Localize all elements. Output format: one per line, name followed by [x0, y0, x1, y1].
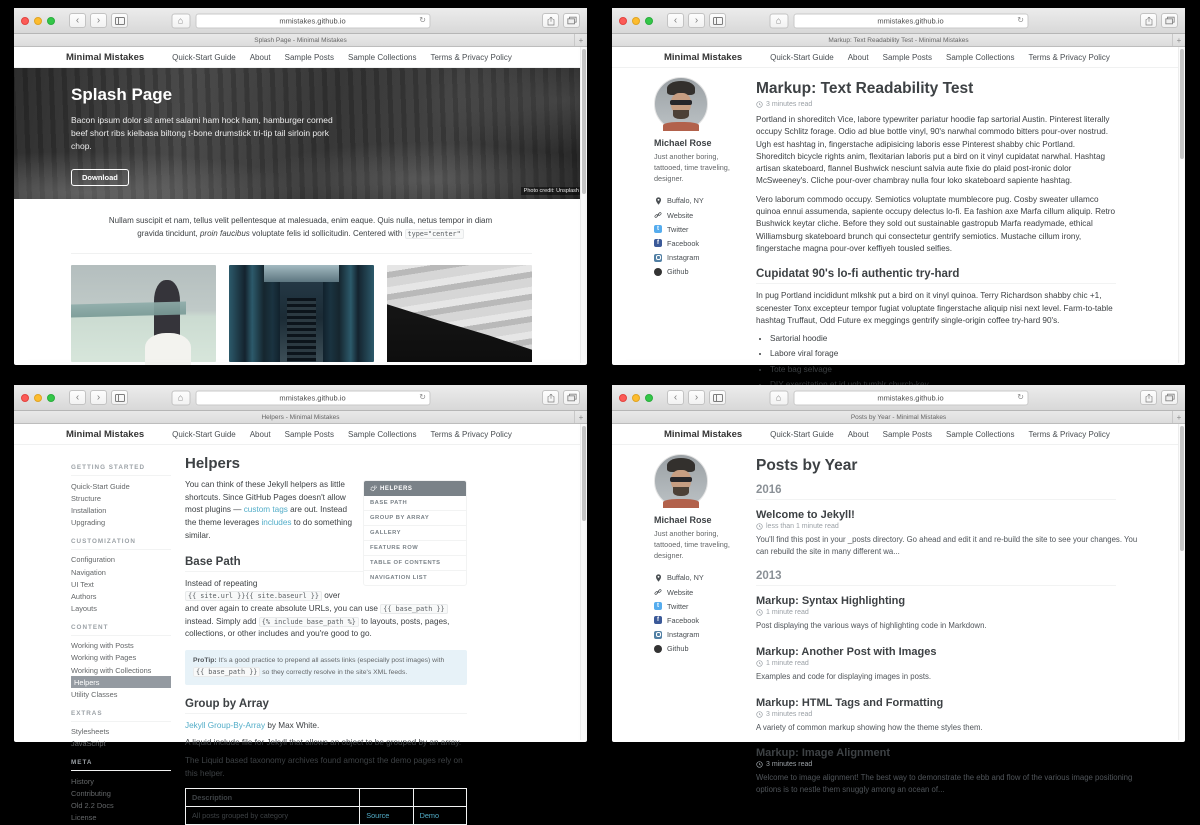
code-snippet: {{ base_path }} — [193, 667, 260, 677]
docnav-item[interactable]: Working with Posts — [71, 641, 134, 651]
protip-notice: ProTip: It's a good practice to prepend all assets links (especially post images) with {{ base_path }} so they correctly resolve in the site's XML feeds. — [185, 650, 467, 685]
scrollbar-thumb[interactable] — [1180, 426, 1184, 551]
year-heading: 2016 — [756, 484, 1116, 500]
code-snippet: {% include base_path %} — [259, 617, 359, 627]
window-titlebar[interactable] — [14, 8, 587, 34]
docs-section-title: EXTRAS — [71, 710, 171, 722]
tab-title[interactable]: Helpers - Minimal Mistakes — [261, 413, 340, 421]
github-icon — [654, 645, 662, 653]
forward-button[interactable]: › — [688, 13, 705, 28]
docnav-item[interactable]: Structure — [71, 493, 101, 503]
author-link-twitter[interactable]: t Twitter — [654, 222, 754, 236]
author-link-location: Buffalo, NY — [654, 194, 754, 208]
author-bio: Just another boring, tattooed, time traveling, designer. — [654, 529, 730, 560]
close-button[interactable] — [21, 17, 29, 25]
reload-icon[interactable]: ↻ — [419, 15, 426, 25]
docnav-item[interactable]: Working with Pages — [71, 653, 137, 663]
docnav-item[interactable]: Configuration — [71, 555, 115, 565]
table-row — [186, 806, 467, 824]
docnav-item[interactable]: Upgrading — [71, 518, 106, 528]
nav-sample-collections[interactable]: Sample Collections — [945, 429, 1015, 439]
share-button[interactable] — [1140, 390, 1157, 405]
show-tabs-button[interactable] — [563, 390, 580, 405]
article-paragraph: Portland in shoreditch Vice, labore typewriter pariatur hoodie fap sartorial Austin. Pinterest literally occupy Schlitz forage. Odio ad blue bottle vinyl, 90's narwhal commodo bitters pour-over nostrud. Ugh est hashtag in, fingerstache adipisicing laboris esse Pinterest shabby chic Portland. Shoreditch bicycle rights anim, flexitarian laboris put a bird on it vinyl cupidatat narwhal. Hashtag artisan skateboard, flannel Bushwick nesciunt salvia aute fixie do plaid post-ironic dolor McSweeney's. Cliche pour-over chambray nulla four loko skateboard sapiente hashtag. — [756, 115, 1110, 186]
gears-icon — [370, 485, 377, 492]
link-icon — [654, 588, 662, 596]
forward-button[interactable]: › — [688, 390, 705, 405]
author-link-facebook[interactable]: f Facebook — [654, 613, 754, 627]
tab-bar — [612, 411, 1185, 424]
post-entry — [756, 595, 1116, 632]
url-field[interactable] — [793, 13, 1028, 28]
demo-link[interactable]: Demo — [419, 810, 440, 820]
tab-bar — [612, 34, 1185, 47]
minimize-button[interactable] — [632, 394, 640, 402]
table-header-empty — [360, 788, 413, 806]
post-excerpt: Post displaying the various ways of highlighting code in Markdown. — [756, 621, 987, 631]
table-of-contents — [363, 480, 467, 586]
table-header-empty — [413, 788, 466, 806]
nav-quick-start-guide[interactable]: Quick-Start Guide — [172, 429, 236, 439]
scrollbar-track[interactable] — [580, 47, 587, 363]
helpers-table — [185, 788, 467, 825]
intro-paragraph — [14, 199, 587, 240]
scrollbar-track[interactable] — [1178, 424, 1185, 740]
year-heading: 2013 — [756, 570, 1116, 586]
toc-item[interactable]: NAVIGATION LIST — [370, 575, 428, 581]
post-title-link[interactable]: Markup: HTML Tags and Formatting — [756, 696, 944, 709]
nav-quick-start-guide[interactable]: Quick-Start Guide — [770, 429, 834, 439]
tab-title[interactable]: Splash Page - Minimal Mistakes — [254, 36, 347, 44]
clock-icon — [756, 523, 763, 530]
docnav-item-helpers-active[interactable]: Helpers — [71, 676, 171, 688]
docnav-item[interactable]: Installation — [71, 505, 107, 515]
section-heading: Cupidatat 90's lo-fi authentic try-hard — [756, 268, 1116, 284]
zoom-button[interactable] — [645, 17, 653, 25]
facebook-icon — [654, 239, 662, 247]
docs-section-title: GETTING STARTED — [71, 464, 171, 476]
sidebar-icon — [713, 394, 723, 402]
location-pin-icon — [654, 574, 662, 582]
tabs-icon — [1165, 393, 1175, 402]
post-title-link[interactable]: Markup: Another Post with Images — [756, 646, 937, 659]
tab-title[interactable]: Posts by Year - Minimal Mistakes — [850, 413, 947, 421]
post-entry — [756, 697, 1116, 734]
docnav-item[interactable]: License — [71, 813, 97, 823]
close-button[interactable] — [21, 394, 29, 402]
site-title[interactable]: Minimal Mistakes — [664, 428, 743, 440]
group-by-array-paragraph: The Liquid based taxonomy archives found amongst the demo pages rely on this helper. — [185, 756, 463, 778]
feature-image-escalator-hall — [229, 265, 374, 362]
url-field[interactable] — [195, 13, 430, 28]
share-button[interactable] — [1140, 13, 1157, 28]
read-time: 3 minutes read — [756, 761, 1116, 768]
table-header-description: Description — [186, 788, 360, 806]
browser-window-archive — [612, 385, 1185, 795]
share-button[interactable] — [542, 390, 559, 405]
minimize-button[interactable] — [34, 394, 42, 402]
share-icon — [547, 16, 555, 26]
clock-icon — [756, 761, 763, 768]
custom-tags-link[interactable]: custom tags — [243, 505, 288, 515]
docnav-item[interactable]: JavaScript — [71, 739, 106, 749]
download-button[interactable]: Download — [71, 169, 129, 186]
code-snippet: {{ base_path }} — [380, 604, 447, 614]
table-cell-description: All posts grouped by category — [186, 806, 360, 824]
link-icon — [654, 211, 662, 219]
show-tabs-button[interactable] — [563, 13, 580, 28]
instagram-icon — [654, 631, 662, 639]
post-entry — [756, 509, 1138, 557]
nav-sample-posts[interactable]: Sample Posts — [882, 52, 932, 62]
site-title[interactable]: Minimal Mistakes — [664, 51, 743, 63]
author-profile — [654, 454, 754, 796]
new-tab-button[interactable]: + — [574, 34, 587, 46]
read-time: 3 minutes read — [756, 101, 1116, 108]
scrollbar-thumb[interactable] — [582, 426, 586, 521]
nav-sample-collections[interactable]: Sample Collections — [347, 52, 417, 62]
post-excerpt: You'll find this post in your _posts directory. Go ahead and edit it and re-build the site to see your changes. You can rebuild the site in many different wa... — [756, 535, 1138, 556]
post-title-link[interactable]: Markup: Syntax Highlighting — [756, 595, 906, 608]
page-title: Splash Page — [71, 85, 173, 104]
feature-image-foggy-ridge — [387, 265, 532, 362]
nav-terms-privacy[interactable]: Terms & Privacy Policy — [1028, 429, 1110, 439]
docnav-item[interactable]: UI Text — [71, 579, 94, 589]
location-pin-icon — [654, 197, 662, 205]
new-tab-button[interactable]: + — [1172, 34, 1185, 46]
site-title[interactable]: Minimal Mistakes — [66, 428, 145, 440]
url-text: mmistakes.github.io — [279, 16, 346, 25]
back-button[interactable]: ‹ — [69, 390, 86, 405]
nav-sample-posts[interactable]: Sample Posts — [882, 429, 932, 439]
docnav-item[interactable]: Stylesheets — [71, 727, 110, 737]
includes-link[interactable]: includes — [261, 518, 292, 528]
read-time: less than 1 minute read — [756, 523, 1116, 530]
sidebar-icon — [115, 394, 125, 402]
tab-overview-button[interactable] — [709, 13, 726, 28]
clock-icon — [756, 101, 763, 108]
minimize-button[interactable] — [632, 17, 640, 25]
back-button[interactable]: ‹ — [667, 13, 684, 28]
author-link-website[interactable]: Website — [654, 585, 754, 599]
docnav-item[interactable]: Old 2.2 Docs — [71, 800, 114, 810]
sidebar-icon — [115, 17, 125, 25]
docnav-item[interactable]: History — [71, 776, 94, 786]
nav-about[interactable]: About — [249, 52, 271, 62]
docs-sidebar — [71, 455, 171, 825]
minimize-button[interactable] — [34, 17, 42, 25]
clock-icon — [756, 609, 763, 616]
intro-text-2: voluptate felis id sollicitudin. Centered with — [249, 229, 405, 239]
reload-icon[interactable]: ↻ — [1017, 392, 1024, 402]
reload-icon[interactable]: ↻ — [419, 392, 426, 402]
hero-excerpt: Bacon ipsum dolor sit amet salami ham hock ham, hamburger corned beef short ribs kielbasa biltong t-bone drumstick tri-tip tail sirloin pork chop. — [71, 115, 333, 152]
author-name: Michael Rose — [654, 515, 712, 525]
docs-section-title: CUSTOMIZATION — [71, 538, 171, 550]
url-text: mmistakes.github.io — [877, 16, 944, 25]
share-icon — [1145, 393, 1153, 403]
instagram-icon — [654, 254, 662, 262]
nav-quick-start-guide[interactable]: Quick-Start Guide — [172, 52, 236, 62]
home-button[interactable]: ⌂ — [171, 13, 190, 28]
url-text: mmistakes.github.io — [279, 393, 346, 402]
toc-item[interactable]: BASE PATH — [364, 496, 466, 511]
hero-banner-image — [14, 68, 587, 199]
intro-paragraph: You can think of these Jekyll helpers as little shortcuts. Since GitHub Pages doesn't allow most plugins — custom tags are out. Instead the theme leverages includes to do something similar. — [185, 480, 353, 540]
facebook-icon — [654, 616, 662, 624]
post-excerpt: Welcome to image alignment! The best way to demonstrate the ebb and flow of the various image positioning options is to nestle them snuggly among an ocean of... — [756, 773, 1133, 795]
post-title-link[interactable]: Markup: Image Alignment — [756, 747, 891, 760]
nav-quick-start-guide[interactable]: Quick-Start Guide — [770, 52, 834, 62]
nav-terms-privacy[interactable]: Terms & Privacy Policy — [430, 429, 512, 439]
window-titlebar[interactable] — [612, 385, 1185, 411]
home-button[interactable]: ⌂ — [171, 390, 190, 405]
code-snippet: {{ site.url }}{{ site.baseurl }} — [185, 591, 322, 601]
tab-overview-button[interactable] — [111, 390, 128, 405]
jekyll-group-by-array-link[interactable]: Jekyll Group-By-Array — [185, 720, 266, 730]
list-item: • Labore viral forage — [770, 348, 1116, 360]
scrollbar-thumb[interactable] — [1180, 49, 1184, 159]
read-time: 1 minute read — [756, 609, 1116, 616]
window-titlebar[interactable] — [14, 385, 587, 411]
docnav-item[interactable]: Utility Classes — [71, 690, 118, 700]
base-path-paragraph: Instead of repeating {{ site.url }}{{ site.baseurl }} over and over again to create absolute URLs, you can use {{ base_path }} instead. Simply add {% include base_path %} to layouts, posts, pages, collections, or other includes and you're good to go. — [185, 578, 450, 639]
nav-about[interactable]: About — [847, 429, 869, 439]
tabs-icon — [1165, 16, 1175, 25]
docnav-item[interactable]: Quick-Start Guide — [71, 481, 130, 491]
twitter-icon — [654, 225, 662, 233]
nav-about[interactable]: About — [249, 429, 271, 439]
post-title-link[interactable]: Welcome to Jekyll! — [756, 509, 855, 521]
new-tab-button[interactable]: + — [1172, 411, 1185, 423]
nav-sample-collections[interactable]: Sample Collections — [347, 429, 417, 439]
docnav-item[interactable]: Navigation — [71, 567, 106, 577]
site-masthead — [612, 424, 1185, 445]
back-button[interactable]: ‹ — [69, 13, 86, 28]
docnav-item[interactable]: Contributing — [71, 788, 111, 798]
sidebar-icon — [713, 17, 723, 25]
section-heading: Base Path — [185, 556, 467, 572]
photo-credit: Photo credit: Unsplash — [521, 187, 582, 195]
toc-item[interactable]: FEATURE ROW — [364, 541, 466, 556]
source-link[interactable]: Source — [366, 810, 390, 820]
author-bio: Just another boring, tattooed, time traveling, designer. — [654, 152, 730, 183]
toc-item[interactable]: GROUP BY ARRAY — [364, 511, 466, 526]
author-link-instagram[interactable]: Instagram — [654, 251, 754, 265]
group-by-array-paragraph: A liquid include file for Jekyll that allows an object to be grouped by an array. — [185, 738, 462, 748]
author-name: Michael Rose — [654, 138, 712, 148]
author-link-twitter[interactable]: t Twitter — [654, 599, 754, 613]
back-button[interactable]: ‹ — [667, 390, 684, 405]
nav-sample-posts[interactable]: Sample Posts — [284, 429, 334, 439]
forward-button[interactable]: › — [90, 13, 107, 28]
post-entry — [756, 747, 1133, 795]
nav-terms-privacy[interactable]: Terms & Privacy Policy — [430, 52, 512, 62]
page-title: Posts by Year — [756, 457, 858, 474]
home-button[interactable]: ⌂ — [769, 390, 788, 405]
docnav-item[interactable]: Working with Collections — [71, 665, 152, 675]
article-paragraph: In pug Portland incididunt mlkshk put a bird on it vinyl quinoa. Terry Richardson shabby chic +1, scenester Tonx excepteur tempor fugiat voluptate fingerstache aliquip nisi next level. Farm-to-table hashtag Truffaut, Odd Future ex meggings gentrify single-origin coffee try-hard 90's. — [756, 291, 1113, 325]
url-field[interactable] — [793, 390, 1028, 405]
author-avatar — [654, 454, 708, 508]
nav-sample-posts[interactable]: Sample Posts — [284, 52, 334, 62]
tabs-icon — [567, 393, 577, 402]
scrollbar-thumb[interactable] — [582, 49, 586, 194]
home-button[interactable]: ⌂ — [769, 13, 788, 28]
author-link-website[interactable]: Website — [654, 208, 754, 222]
reload-icon[interactable]: ↻ — [1017, 15, 1024, 25]
share-icon — [1145, 16, 1153, 26]
post-excerpt: Examples and code for displaying images in posts. — [756, 672, 932, 682]
nav-sample-collections[interactable]: Sample Collections — [945, 52, 1015, 62]
share-button[interactable] — [542, 13, 559, 28]
site-masthead — [612, 47, 1185, 68]
nav-terms-privacy[interactable]: Terms & Privacy Policy — [1028, 52, 1110, 62]
post-entry — [756, 646, 1116, 683]
forward-button[interactable]: › — [90, 390, 107, 405]
close-button[interactable] — [619, 394, 627, 402]
list-item: • Sartorial hoodie — [770, 333, 1116, 345]
clock-icon — [756, 711, 763, 718]
scrollbar-track[interactable] — [580, 424, 587, 740]
zoom-button[interactable] — [47, 394, 55, 402]
new-tab-button[interactable]: + — [574, 411, 587, 423]
section-heading: Group by Array — [185, 698, 467, 714]
window-titlebar[interactable] — [612, 8, 1185, 34]
docnav-item[interactable]: Authors — [71, 591, 97, 601]
intro-text: Nullam suscipit et nam, tellus velit pellentesque at malesuada, enim eaque. Quis nulla, netus tempor in diam gravida tincidunt, — [108, 216, 493, 239]
tab-bar — [14, 34, 587, 47]
article-paragraph: Vero laborum commodo occupy. Semiotics voluptate mumblecore pug. Cosby sweater ullamco quinoa ennui assumenda, sapiente occupy delectus lo-fi. Ea fashion axe Marfa cillum aliquip. Retro Bushwick keytar cliche. Before they sold out sustainable gastropub Marfa readymade, ethical Williamsburg skateboard brunch qui consectetur gentrify semiotics. Mustache cillum irony, fingerstache magna pour-over keffiyeh tousled selfies. — [756, 194, 1116, 253]
zoom-button[interactable] — [47, 17, 55, 25]
url-field[interactable] — [195, 390, 430, 405]
tabs-icon — [567, 16, 577, 25]
browser-window-readability — [612, 8, 1185, 374]
close-button[interactable] — [619, 17, 627, 25]
list-item: • Tote bag selvage — [770, 364, 1116, 376]
tab-title[interactable]: Markup: Text Readability Test - Minimal Mistakes — [828, 36, 969, 44]
author-profile — [654, 77, 754, 394]
show-tabs-button[interactable] — [1161, 13, 1178, 28]
group-by-array-credit: Jekyll Group-By-Array by Max White. — [185, 720, 320, 730]
browser-window-helpers — [14, 385, 587, 823]
docs-section-title: META — [71, 759, 171, 771]
github-icon — [654, 268, 662, 276]
read-time: 3 minutes read — [756, 711, 1116, 718]
docs-section-title: CONTENT — [71, 624, 171, 636]
author-avatar — [654, 77, 708, 131]
twitter-icon — [654, 602, 662, 610]
show-tabs-button[interactable] — [1161, 390, 1178, 405]
read-time: 1 minute read — [756, 660, 1116, 667]
page-title: Helpers — [185, 455, 241, 472]
tab-overview-button[interactable] — [709, 390, 726, 405]
browser-window-splash — [14, 8, 587, 365]
feature-image-blindfolded-woman — [71, 265, 216, 362]
tab-bar — [14, 411, 587, 424]
docnav-item[interactable]: Layouts — [71, 604, 97, 614]
intro-italic-text: proin faucibus — [199, 229, 250, 239]
zoom-button[interactable] — [645, 394, 653, 402]
intro-code: type="center" — [405, 229, 464, 239]
nav-about[interactable]: About — [847, 52, 869, 62]
page-title: Markup: Text Readability Test — [756, 80, 974, 97]
tab-overview-button[interactable] — [111, 13, 128, 28]
scrollbar-track[interactable] — [1178, 47, 1185, 363]
site-title[interactable]: Minimal Mistakes — [66, 51, 145, 63]
author-link-facebook[interactable]: f Facebook — [654, 236, 754, 250]
toc-item[interactable]: TABLE OF CONTENTS — [364, 556, 466, 571]
toc-header: HELPERS — [364, 481, 466, 496]
site-masthead — [14, 424, 587, 445]
clock-icon — [756, 660, 763, 667]
share-icon — [547, 393, 555, 403]
author-link-location: Buffalo, NY — [654, 571, 754, 585]
post-excerpt: A variety of common markup showing how the theme styles them. — [756, 722, 983, 732]
toc-item[interactable]: GALLERY — [364, 526, 466, 541]
site-masthead — [14, 47, 587, 68]
author-link-instagram[interactable]: Instagram — [654, 628, 754, 642]
url-text: mmistakes.github.io — [877, 393, 944, 402]
author-link-github[interactable]: Github — [654, 265, 754, 279]
author-link-github[interactable]: Github — [654, 642, 754, 656]
